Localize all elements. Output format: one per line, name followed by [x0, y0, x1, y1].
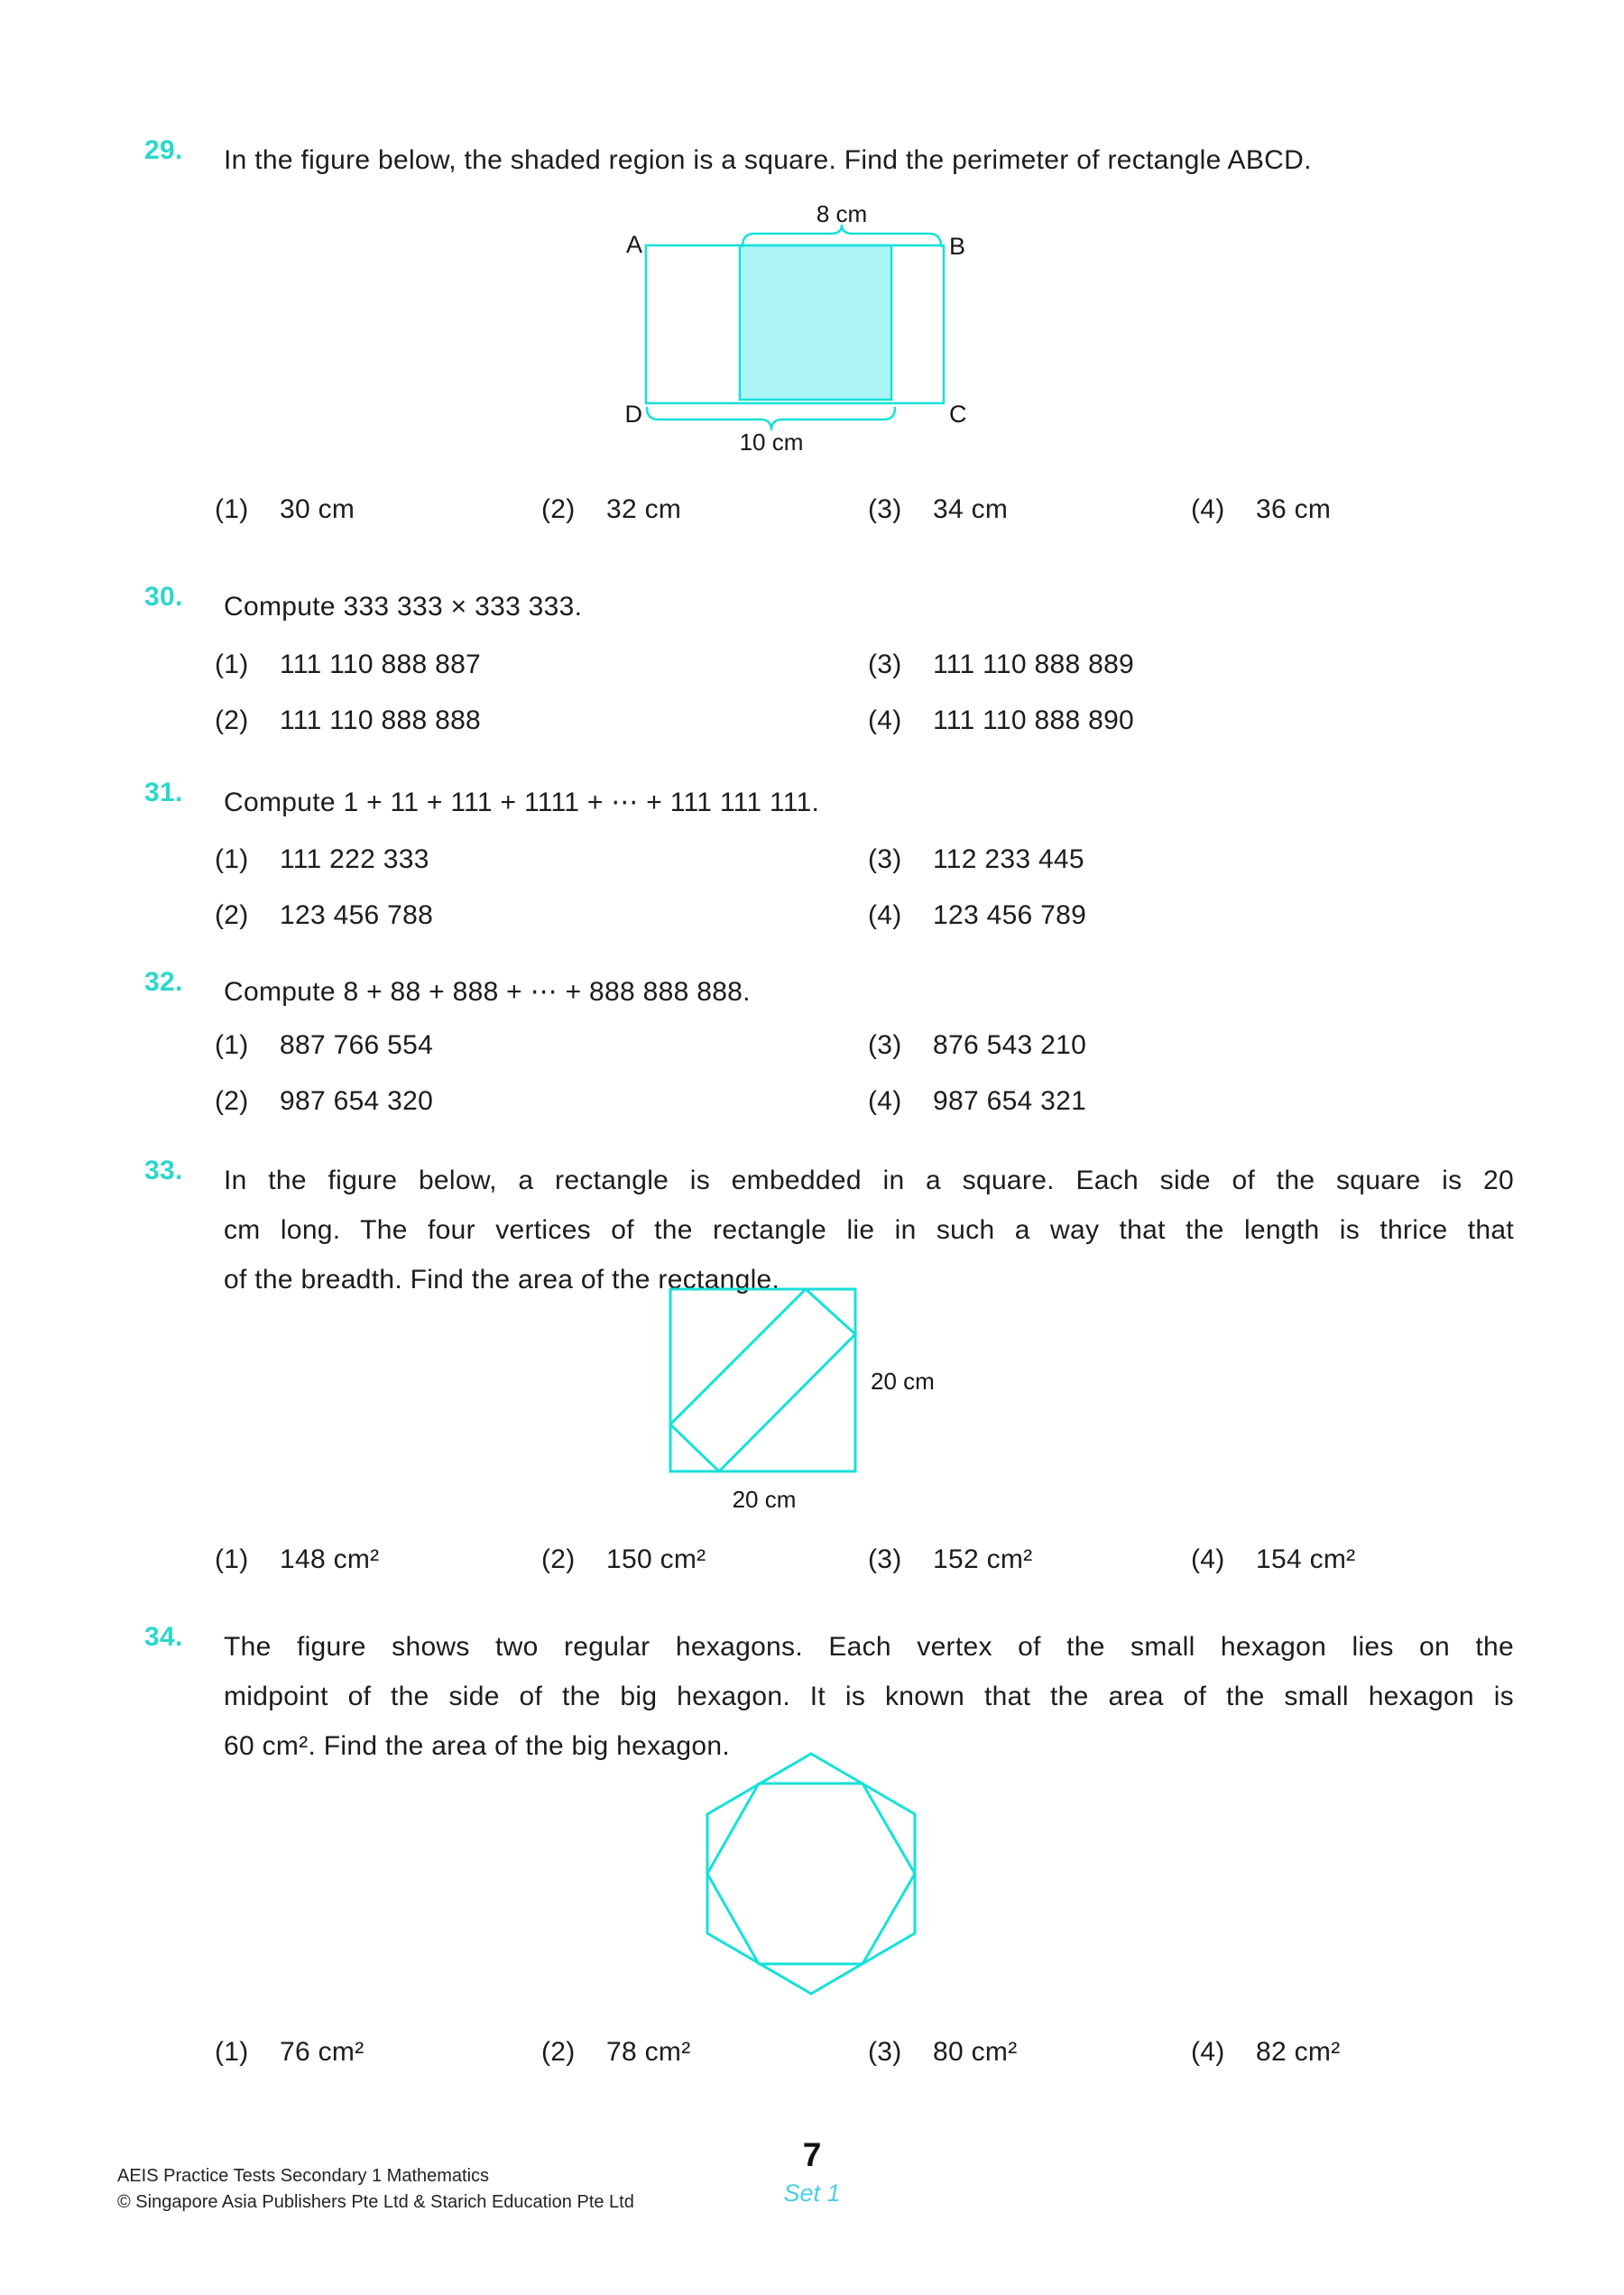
question-29-options — [0, 494, 1624, 530]
question-29-text — [224, 135, 1514, 185]
set-label: Set 1 — [783, 2180, 841, 2207]
question-32-number: 32. — [144, 967, 183, 997]
question-31-line: Compute 1 + 11 + 111 + 1111 + ⋯ + 111 111 111. — [224, 788, 820, 817]
option: (3) 152 cm² — [868, 1544, 1033, 1574]
option: (4) 82 cm² — [1191, 2037, 1341, 2067]
dim-20cm-right-label: 20 cm — [871, 1368, 935, 1395]
question-31-options-row-2 — [0, 900, 1624, 936]
question-34-options — [0, 2037, 1624, 2073]
option: (4) 987 654 321 — [868, 1086, 1087, 1116]
option: (3) 112 233 445 — [868, 844, 1084, 874]
option: (1) 887 766 554 — [215, 1030, 434, 1060]
vertex-a-label: A — [625, 231, 642, 258]
question-30-number: 30. — [144, 582, 183, 612]
option: (1) 111 110 888 887 — [215, 650, 482, 679]
figure-q33-rectangle-in-square — [559, 1263, 1065, 1525]
option: (1) 76 cm² — [215, 2037, 364, 2067]
page-number: 7 — [802, 2136, 822, 2173]
question-30-options-row-1 — [0, 650, 1624, 686]
vertex-c-label: C — [949, 401, 967, 428]
footer-copyright: © Singapore Asia Publishers Pte Ltd & Starich Education Pte Ltd — [117, 2192, 634, 2212]
dim-20cm-bottom-label: 20 cm — [732, 1486, 797, 1513]
question-30-options-row-2 — [0, 705, 1624, 742]
option: (2) 32 cm — [541, 494, 682, 524]
option: (4) 154 cm² — [1191, 1544, 1356, 1574]
figure-q34-two-hexagons — [668, 1746, 965, 2012]
option: (2) 111 110 888 888 — [215, 705, 482, 735]
vertex-d-label: D — [624, 401, 642, 428]
dim-10cm-label: 10 cm — [739, 429, 804, 456]
option: (3) 80 cm² — [868, 2037, 1018, 2067]
brace-top — [743, 225, 941, 246]
brace-bottom — [647, 408, 895, 430]
option: (3) 111 110 888 889 — [868, 650, 1135, 679]
question-33-line: In the figure below, a rectangle is embedded in a square. Each side of the square is 20 — [224, 1166, 1514, 1195]
question-32-options-row-1 — [0, 1030, 1624, 1066]
option: (1) 30 cm — [215, 494, 355, 524]
question-31-options-row-1 — [0, 844, 1624, 880]
big-hexagon — [707, 1754, 915, 1994]
figure-q29-rectangle-with-shaded-square — [559, 203, 1065, 460]
question-34-line: 60 cm². Find the area of the big hexagon. — [224, 1731, 730, 1761]
option: (4) 111 110 888 890 — [868, 705, 1135, 735]
question-31-number: 31. — [144, 778, 183, 807]
question-33-line: cm long. The four vertices of the rectangle lie in such a way that the length is thrice that — [224, 1215, 1514, 1245]
option: (2) 123 456 788 — [215, 900, 434, 930]
question-32-line: Compute 8 + 88 + 888 + ⋯ + 888 888 888. — [224, 977, 751, 1007]
option: (3) 876 543 210 — [868, 1030, 1087, 1060]
shaded-square — [740, 245, 891, 400]
option: (2) 78 cm² — [541, 2037, 691, 2067]
question-30-line: Compute 333 333 × 333 333. — [224, 592, 583, 622]
footer-publisher-info — [117, 2163, 634, 2216]
dim-8cm-label: 8 cm — [816, 203, 868, 227]
question-33-number: 33. — [144, 1156, 183, 1185]
vertex-b-label: B — [949, 233, 966, 260]
footer-series-title: AEIS Practice Tests Secondary 1 Mathematics — [117, 2166, 490, 2186]
question-34-line: The figure shows two regular hexagons. Each vertex of the small hexagon lies on the — [224, 1632, 1514, 1662]
question-33-line: of the breadth. Find the area of the rectangle. — [224, 1265, 780, 1295]
outer-square — [670, 1289, 855, 1471]
option: (1) 148 cm² — [215, 1544, 380, 1574]
question-31-text — [224, 778, 1514, 827]
option: (4) 123 456 789 — [868, 900, 1087, 930]
question-29-number: 29. — [144, 135, 183, 165]
option: (1) 111 222 333 — [215, 844, 429, 874]
question-34-number: 34. — [144, 1622, 183, 1652]
option: (2) 150 cm² — [541, 1544, 706, 1574]
option: (2) 987 654 320 — [215, 1086, 434, 1116]
question-32-text — [224, 967, 1514, 1017]
option: (4) 36 cm — [1191, 494, 1332, 524]
question-33-options — [0, 1544, 1624, 1581]
option: (3) 34 cm — [868, 494, 1009, 524]
question-29-line: In the figure below, the shaded region is a square. Find the perimeter of rectangle ABCD. — [224, 145, 1312, 175]
question-30-text — [224, 582, 1514, 631]
question-34-line: midpoint of the side of the big hexagon. It is known that the area of the small hexagon is — [224, 1682, 1514, 1711]
question-32-options-row-2 — [0, 1086, 1624, 1122]
tilted-rectangle — [670, 1289, 855, 1471]
small-hexagon — [707, 1783, 915, 1964]
